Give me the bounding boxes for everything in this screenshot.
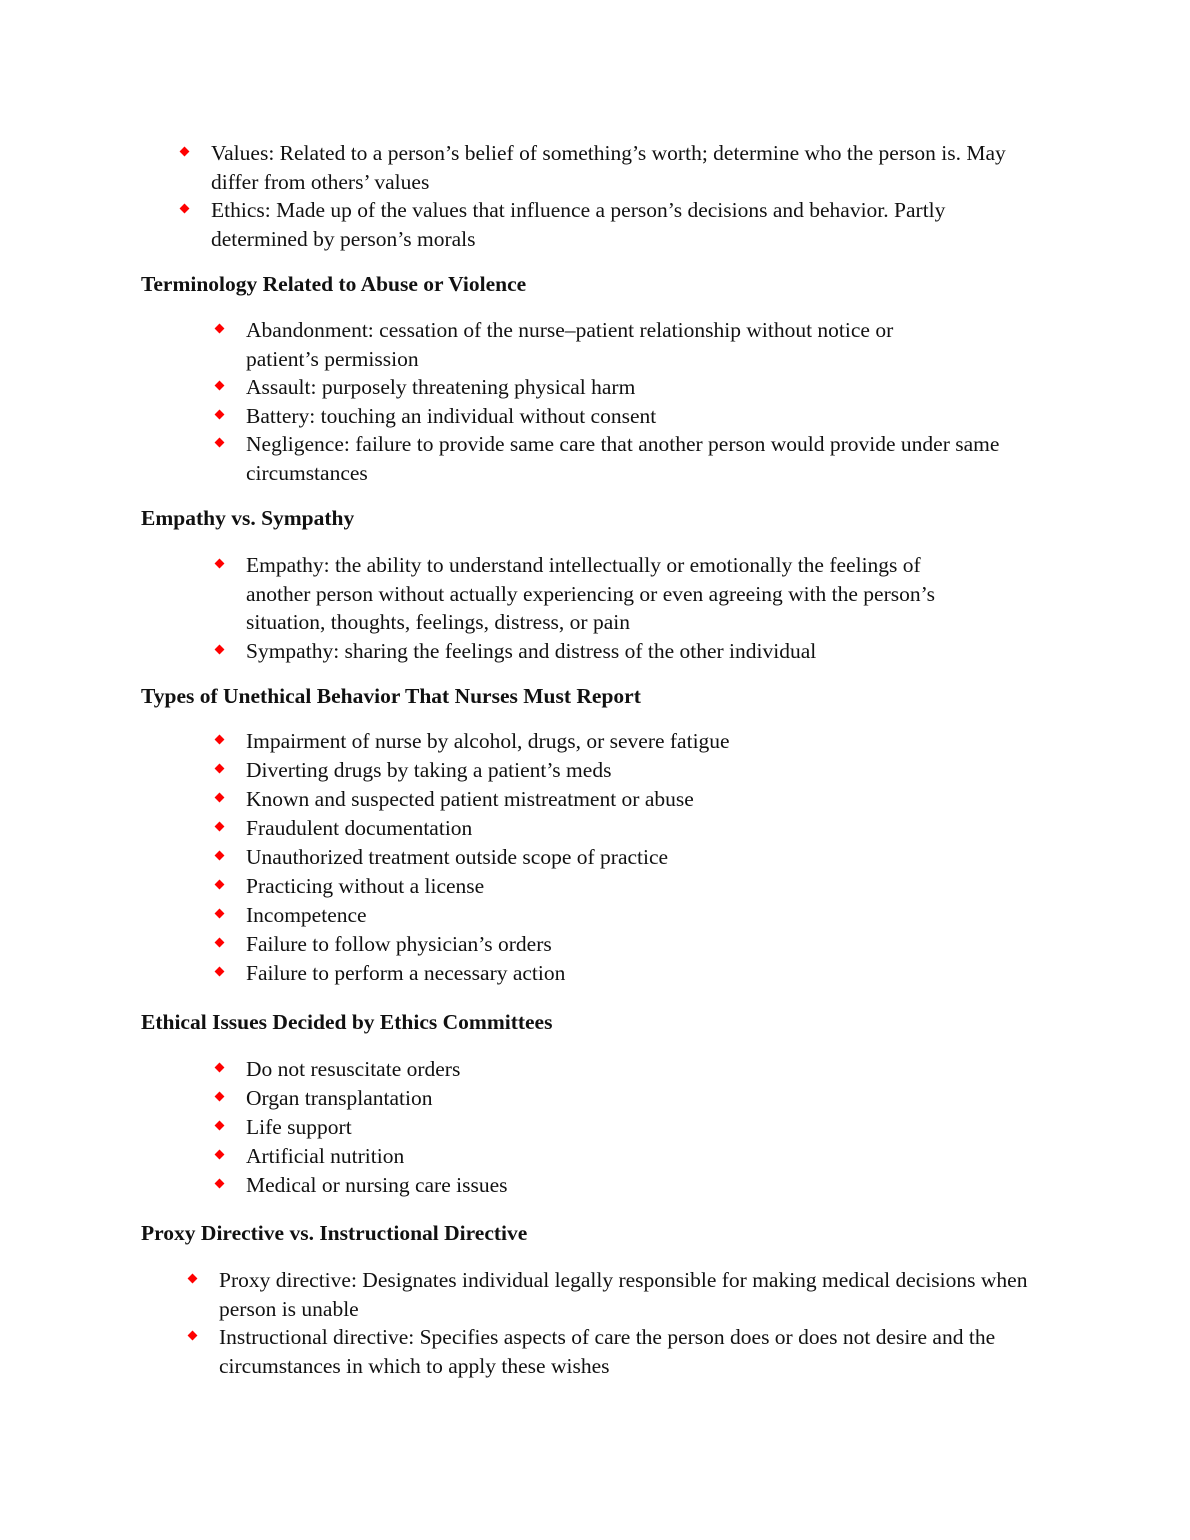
section-list bbox=[216, 1055, 1016, 1200]
list-item: Practicing without a license bbox=[216, 872, 1016, 901]
section-list bbox=[189, 1266, 1049, 1380]
section-heading: Empathy vs. Sympathy bbox=[141, 506, 355, 530]
section-heading: Proxy Directive vs. Instructional Directive bbox=[141, 1221, 528, 1245]
diamond-bullet-icon bbox=[215, 851, 225, 861]
diamond-bullet-icon bbox=[215, 822, 225, 832]
diamond-bullet-icon bbox=[215, 409, 225, 419]
diamond-bullet-icon bbox=[180, 147, 190, 157]
diamond-bullet-icon bbox=[215, 880, 225, 890]
diamond-bullet-icon bbox=[215, 1179, 225, 1189]
diamond-bullet-icon bbox=[215, 1150, 225, 1160]
diamond-bullet-icon bbox=[215, 381, 225, 391]
diamond-bullet-icon bbox=[188, 1274, 198, 1284]
list-item: Incompetence bbox=[216, 901, 1016, 930]
list-item: Fraudulent documentation bbox=[216, 814, 1016, 843]
list-item: Proxy directive: Designates individual legally responsible for making medical decisions when person is unable bbox=[189, 1266, 1049, 1323]
list-item: Diverting drugs by taking a patient’s meds bbox=[216, 756, 1016, 785]
list-item: Empathy: the ability to understand intellectually or emotionally the feelings of another person without actually experiencing or even agreeing with the person’s situation, thoughts, feelings, distress, or pain bbox=[216, 551, 1016, 637]
diamond-bullet-icon bbox=[215, 735, 225, 745]
list-item: Organ transplantation bbox=[216, 1084, 1016, 1113]
list-item: Values: Related to a person’s belief of something’s worth; determine who the person is. May differ from others’ values bbox=[181, 139, 1051, 196]
section-list bbox=[216, 316, 1016, 488]
section-list bbox=[216, 551, 1016, 665]
diamond-bullet-icon bbox=[215, 559, 225, 569]
diamond-bullet-icon bbox=[215, 938, 225, 948]
diamond-bullet-icon bbox=[215, 909, 225, 919]
list-item: Instructional directive: Specifies aspects of care the person does or does not desire and the circumstances in which to apply these wishes bbox=[189, 1323, 1049, 1380]
list-item: Sympathy: sharing the feelings and distress of the other individual bbox=[216, 637, 1016, 666]
section-heading: Types of Unethical Behavior That Nurses Must Report bbox=[141, 684, 641, 708]
list-item: Failure to follow physician’s orders bbox=[216, 930, 1016, 959]
diamond-bullet-icon bbox=[215, 324, 225, 334]
diamond-bullet-icon bbox=[215, 1121, 225, 1131]
list-item: Ethics: Made up of the values that influence a person’s decisions and behavior. Partly determined by person’s morals bbox=[181, 196, 1051, 253]
diamond-bullet-icon bbox=[215, 438, 225, 448]
list-item: Failure to perform a necessary action bbox=[216, 959, 1016, 988]
diamond-bullet-icon bbox=[188, 1331, 198, 1341]
diamond-bullet-icon bbox=[215, 644, 225, 654]
diamond-bullet-icon bbox=[215, 793, 225, 803]
section-list bbox=[216, 727, 1016, 988]
list-item: Negligence: failure to provide same care that another person would provide under same circumstances bbox=[216, 430, 1016, 487]
list-item: Do not resuscitate orders bbox=[216, 1055, 1016, 1084]
diamond-bullet-icon bbox=[215, 1063, 225, 1073]
list-item: Battery: touching an individual without consent bbox=[216, 402, 1016, 431]
section-heading: Ethical Issues Decided by Ethics Committees bbox=[141, 1010, 553, 1034]
list-item: Artificial nutrition bbox=[216, 1142, 1016, 1171]
diamond-bullet-icon bbox=[215, 764, 225, 774]
diamond-bullet-icon bbox=[180, 204, 190, 214]
diamond-bullet-icon bbox=[215, 1092, 225, 1102]
section-heading: Terminology Related to Abuse or Violence bbox=[141, 272, 527, 296]
list-item: Impairment of nurse by alcohol, drugs, or severe fatigue bbox=[216, 727, 1016, 756]
intro-list bbox=[181, 139, 1051, 253]
list-item: Unauthorized treatment outside scope of practice bbox=[216, 843, 1016, 872]
list-item: Life support bbox=[216, 1113, 1016, 1142]
list-item: Abandonment: cessation of the nurse–patient relationship without notice or patient’s permission bbox=[216, 316, 1016, 373]
list-item: Medical or nursing care issues bbox=[216, 1171, 1016, 1200]
list-item: Known and suspected patient mistreatment or abuse bbox=[216, 785, 1016, 814]
list-item: Assault: purposely threatening physical harm bbox=[216, 373, 1016, 402]
diamond-bullet-icon bbox=[215, 967, 225, 977]
